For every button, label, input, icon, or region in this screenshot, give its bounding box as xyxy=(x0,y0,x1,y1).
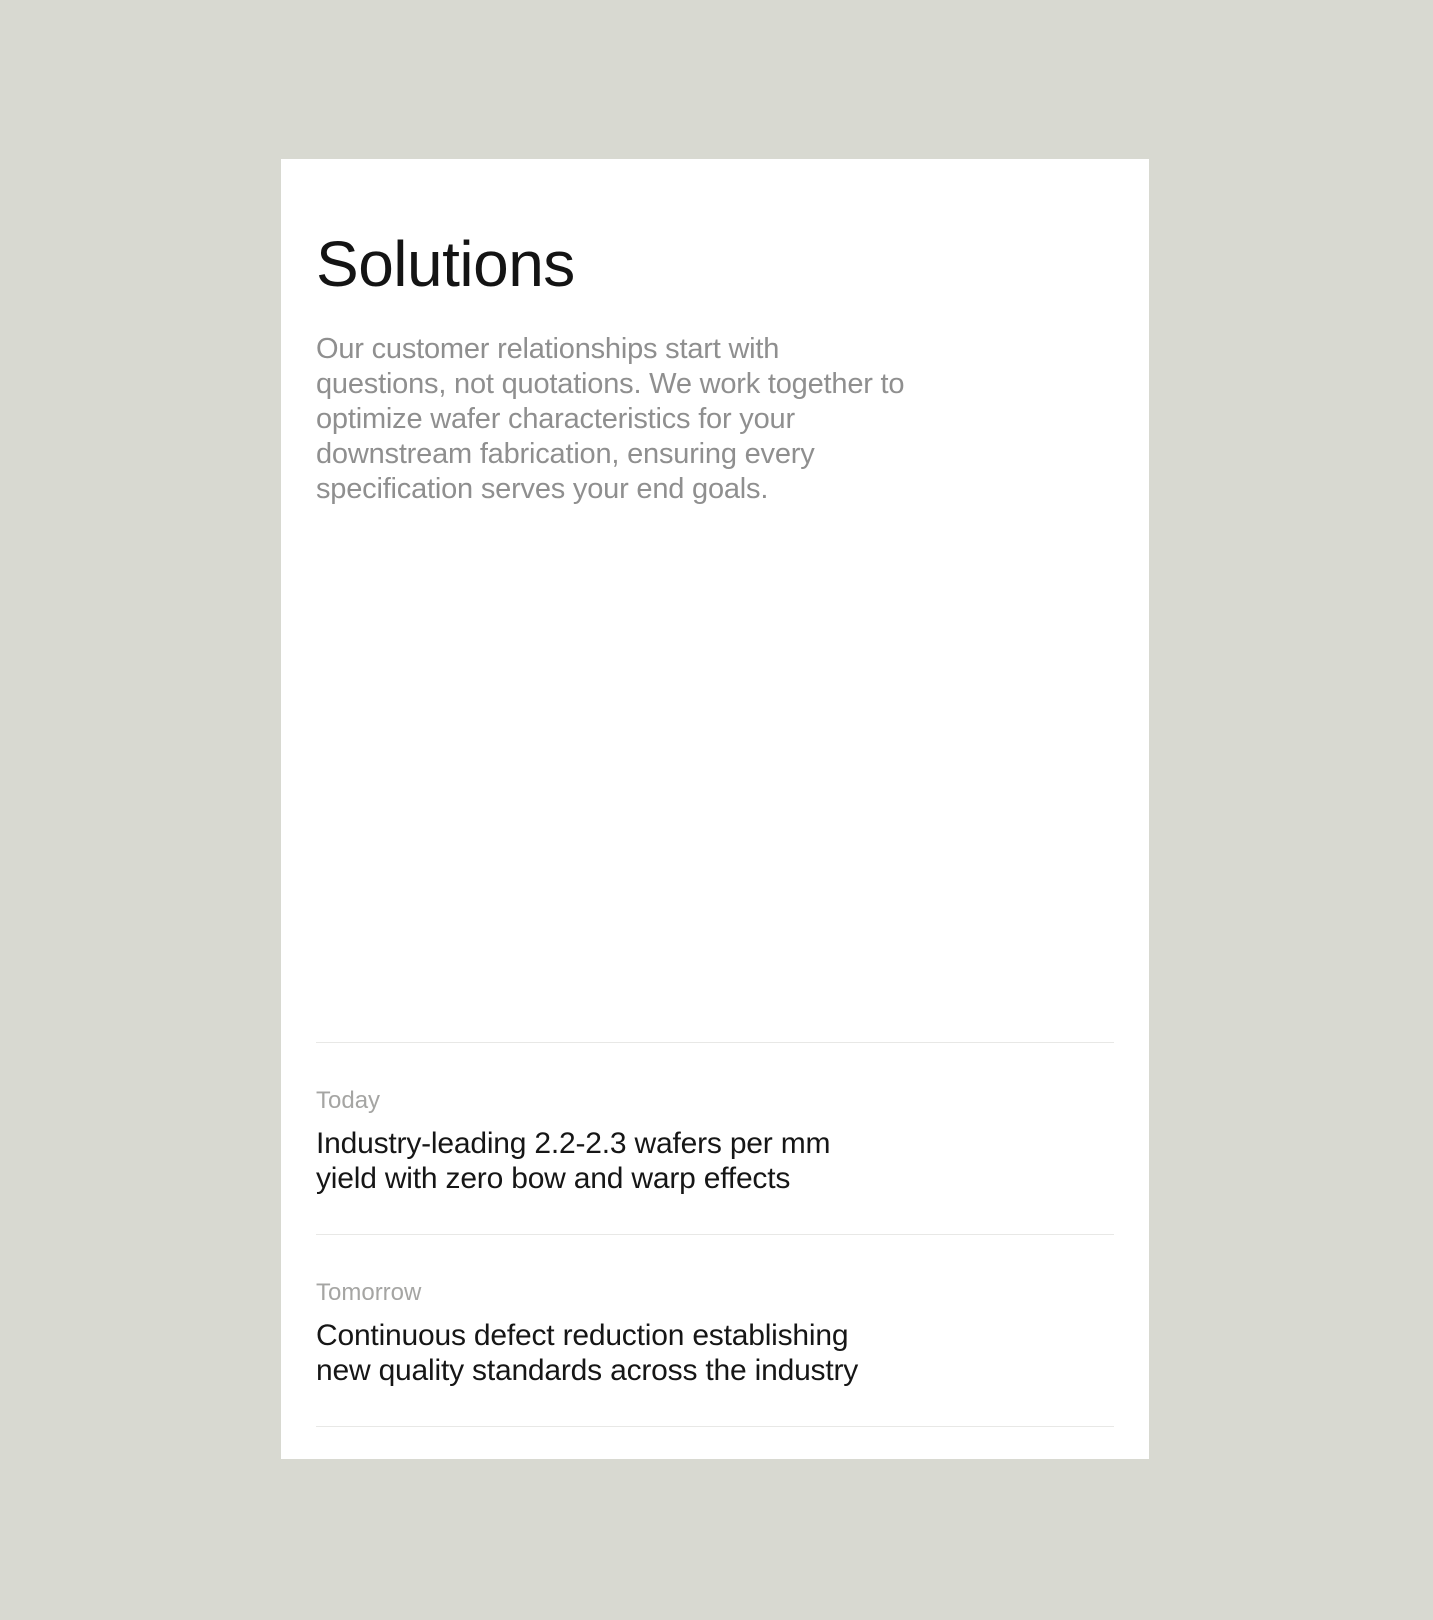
page-title: Solutions xyxy=(316,228,575,300)
section-label: Today xyxy=(316,1087,381,1114)
solutions-card xyxy=(281,159,1149,1459)
divider xyxy=(316,1042,1114,1043)
timeline-section-tomorrow xyxy=(316,1278,1114,1388)
timeline-list xyxy=(316,1042,1114,1427)
divider xyxy=(316,1426,1114,1427)
section-headline: Industry-leading 2.2-2.3 wafers per mm yield with zero bow and warp effects xyxy=(316,1127,831,1195)
section-label: Tomorrow xyxy=(316,1279,422,1306)
section-headline: Continuous defect reduction establishing new quality standards across the industry xyxy=(316,1319,859,1387)
divider xyxy=(316,1234,1114,1235)
timeline-section-today xyxy=(316,1086,1114,1196)
intro-paragraph: Our customer relationships start with questions, not quotations. We work together to optimize wafer characteristics for your downstream fabrication, ensuring every specification serves your end goals. xyxy=(316,333,905,505)
